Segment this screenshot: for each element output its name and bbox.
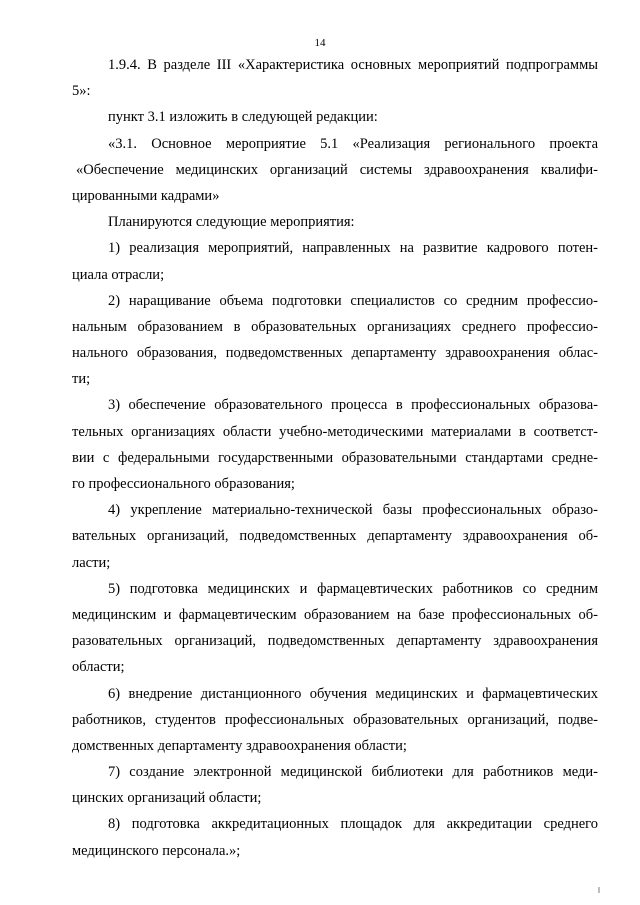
text-line: вии с федеральными государственными образовательными стандартами средне- — [72, 449, 598, 466]
text-line: работников, студентов профессиональных образовательных организаций, подве- — [72, 711, 598, 728]
text-line: циала отрасли; — [72, 266, 165, 283]
scan-mark — [598, 887, 600, 893]
text-line: нальным образованием в образовательных организациях среднего профессио- — [72, 318, 598, 335]
text-line: разовательных организаций, подведомственных департаменту здравоохранения — [72, 633, 598, 650]
text-line: области; — [72, 659, 125, 676]
text-line: вательных организаций, подведомственных департаменту здравоохранения об- — [72, 528, 598, 545]
text-line: ти; — [72, 371, 91, 388]
list-item: 4) укрепление материально-технической базы профессиональных образо- — [108, 502, 598, 519]
list-item: 5) подготовка медицинских и фармацевтических работников со средним — [108, 580, 598, 597]
text-line: 1.9.4. В разделе III «Характеристика основных мероприятий подпрограммы — [108, 57, 598, 73]
text-line: медицинским и фармацевтическим образованием на базе профессиональных об- — [72, 606, 598, 623]
text-line: «Обеспечение медицинских организаций системы здравоохранения квалифи- — [76, 161, 598, 178]
list-item: 7) создание электронной медицинской библиотеки для работников меди- — [108, 764, 598, 781]
text-line: цинских организаций области; — [72, 790, 262, 807]
text-line: Планируются следующие мероприятия: — [108, 214, 355, 231]
text-line: ласти; — [72, 554, 111, 571]
text-line: тельных организациях области учебно-методическими материалами в соответст- — [72, 423, 598, 440]
text-line: медицинского персонала.»; — [72, 842, 241, 859]
text-line: пункт 3.1 изложить в следующей редакции: — [108, 109, 378, 126]
page-number: 14 — [314, 37, 326, 49]
list-item: 3) обеспечение образовательного процесса в профессиональных образова- — [108, 397, 598, 414]
document-body — [72, 52, 598, 864]
text-line: «3.1. Основное мероприятие 5.1 «Реализация регионального проекта — [108, 135, 598, 152]
list-item: 1) реализация мероприятий, направленных на развитие кадрового потен- — [108, 240, 598, 257]
list-item: 2) наращивание объема подготовки специалистов со средним профессио- — [108, 292, 598, 309]
text-line: го профессионального образования; — [72, 476, 295, 492]
list-item: 8) подготовка аккредитационных площадок для аккредитации среднего — [108, 816, 598, 833]
text-line: домственных департаменту здравоохранения области; — [72, 737, 407, 754]
text-line: 5»: — [72, 83, 91, 100]
text-line: цированными кадрами» — [72, 187, 220, 204]
text-line: нального образования, подведомственных департаменту здравоохранения облас- — [72, 345, 598, 362]
list-item: 6) внедрение дистанционного обучения медицинских и фармацевтических — [108, 685, 598, 702]
